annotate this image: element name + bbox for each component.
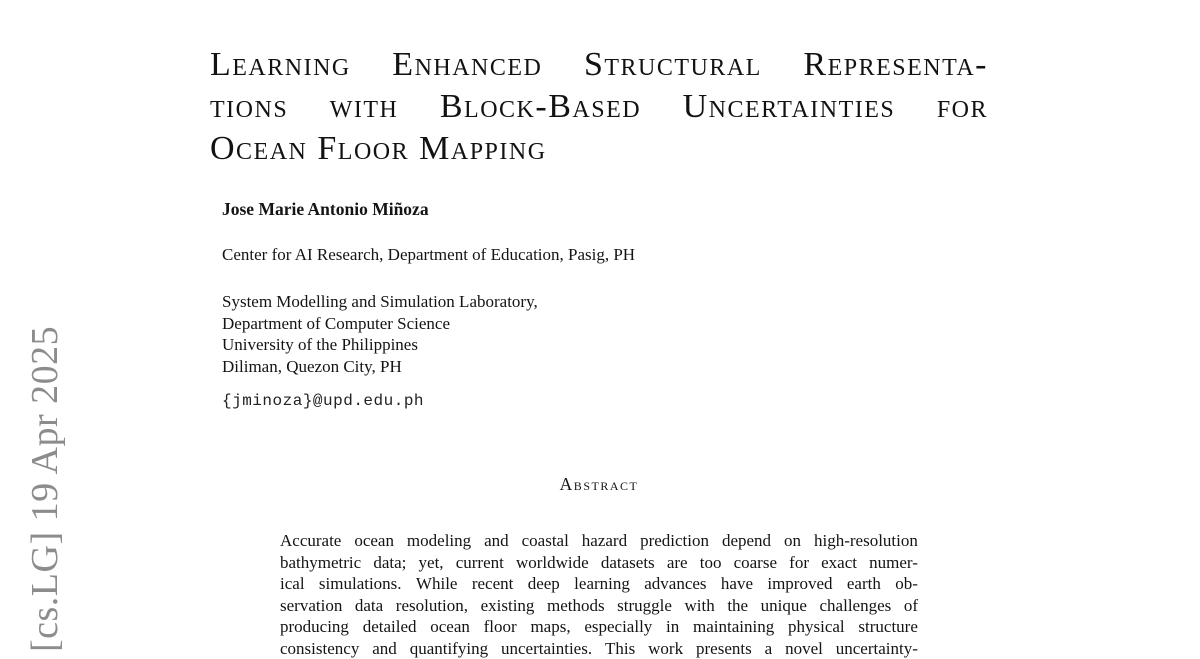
abstract-line: consistency and quantifying uncertainties. This work presents a novel uncertainty- bbox=[280, 638, 918, 659]
affiliation-line: System Modelling and Simulation Laboratory, bbox=[222, 291, 538, 313]
affiliation-line: Department of Computer Science bbox=[222, 313, 538, 335]
affiliation-line: Diliman, Quezon City, PH bbox=[222, 356, 538, 378]
abstract-line: Accurate ocean modeling and coastal hazard prediction depend on high-resolution bbox=[280, 530, 918, 552]
paper-title-line-2: tions with Block-Based Uncertainties for bbox=[210, 86, 988, 128]
author-email: {jminoza}@upd.edu.ph bbox=[222, 392, 424, 410]
paper-title-line-3: Ocean Floor Mapping bbox=[210, 128, 988, 170]
abstract-heading: Abstract bbox=[280, 474, 918, 495]
abstract-line: ical simulations. While recent deep learning advances have improved earth ob- bbox=[280, 573, 918, 595]
abstract-line: producing detailed ocean floor maps, especially in maintaining physical structure bbox=[280, 616, 918, 638]
affiliation-line: University of the Philippines bbox=[222, 334, 538, 356]
arxiv-stamp: [cs.LG] 19 Apr 2025 bbox=[26, 326, 64, 652]
paper-title-line-1: Learning Enhanced Structural Representa- bbox=[210, 44, 988, 86]
abstract-text bbox=[280, 530, 918, 659]
paper-title bbox=[210, 44, 988, 170]
author-affiliation-primary: Center for AI Research, Department of Education, Pasig, PH bbox=[222, 245, 635, 265]
author-affiliation-secondary bbox=[222, 291, 538, 377]
abstract-line: bathymetric data; yet, current worldwide datasets are too coarse for exact numer- bbox=[280, 552, 918, 574]
abstract-line: servation data resolution, existing methods struggle with the unique challenges of bbox=[280, 595, 918, 617]
author-name: Jose Marie Antonio Miñoza bbox=[222, 199, 429, 220]
